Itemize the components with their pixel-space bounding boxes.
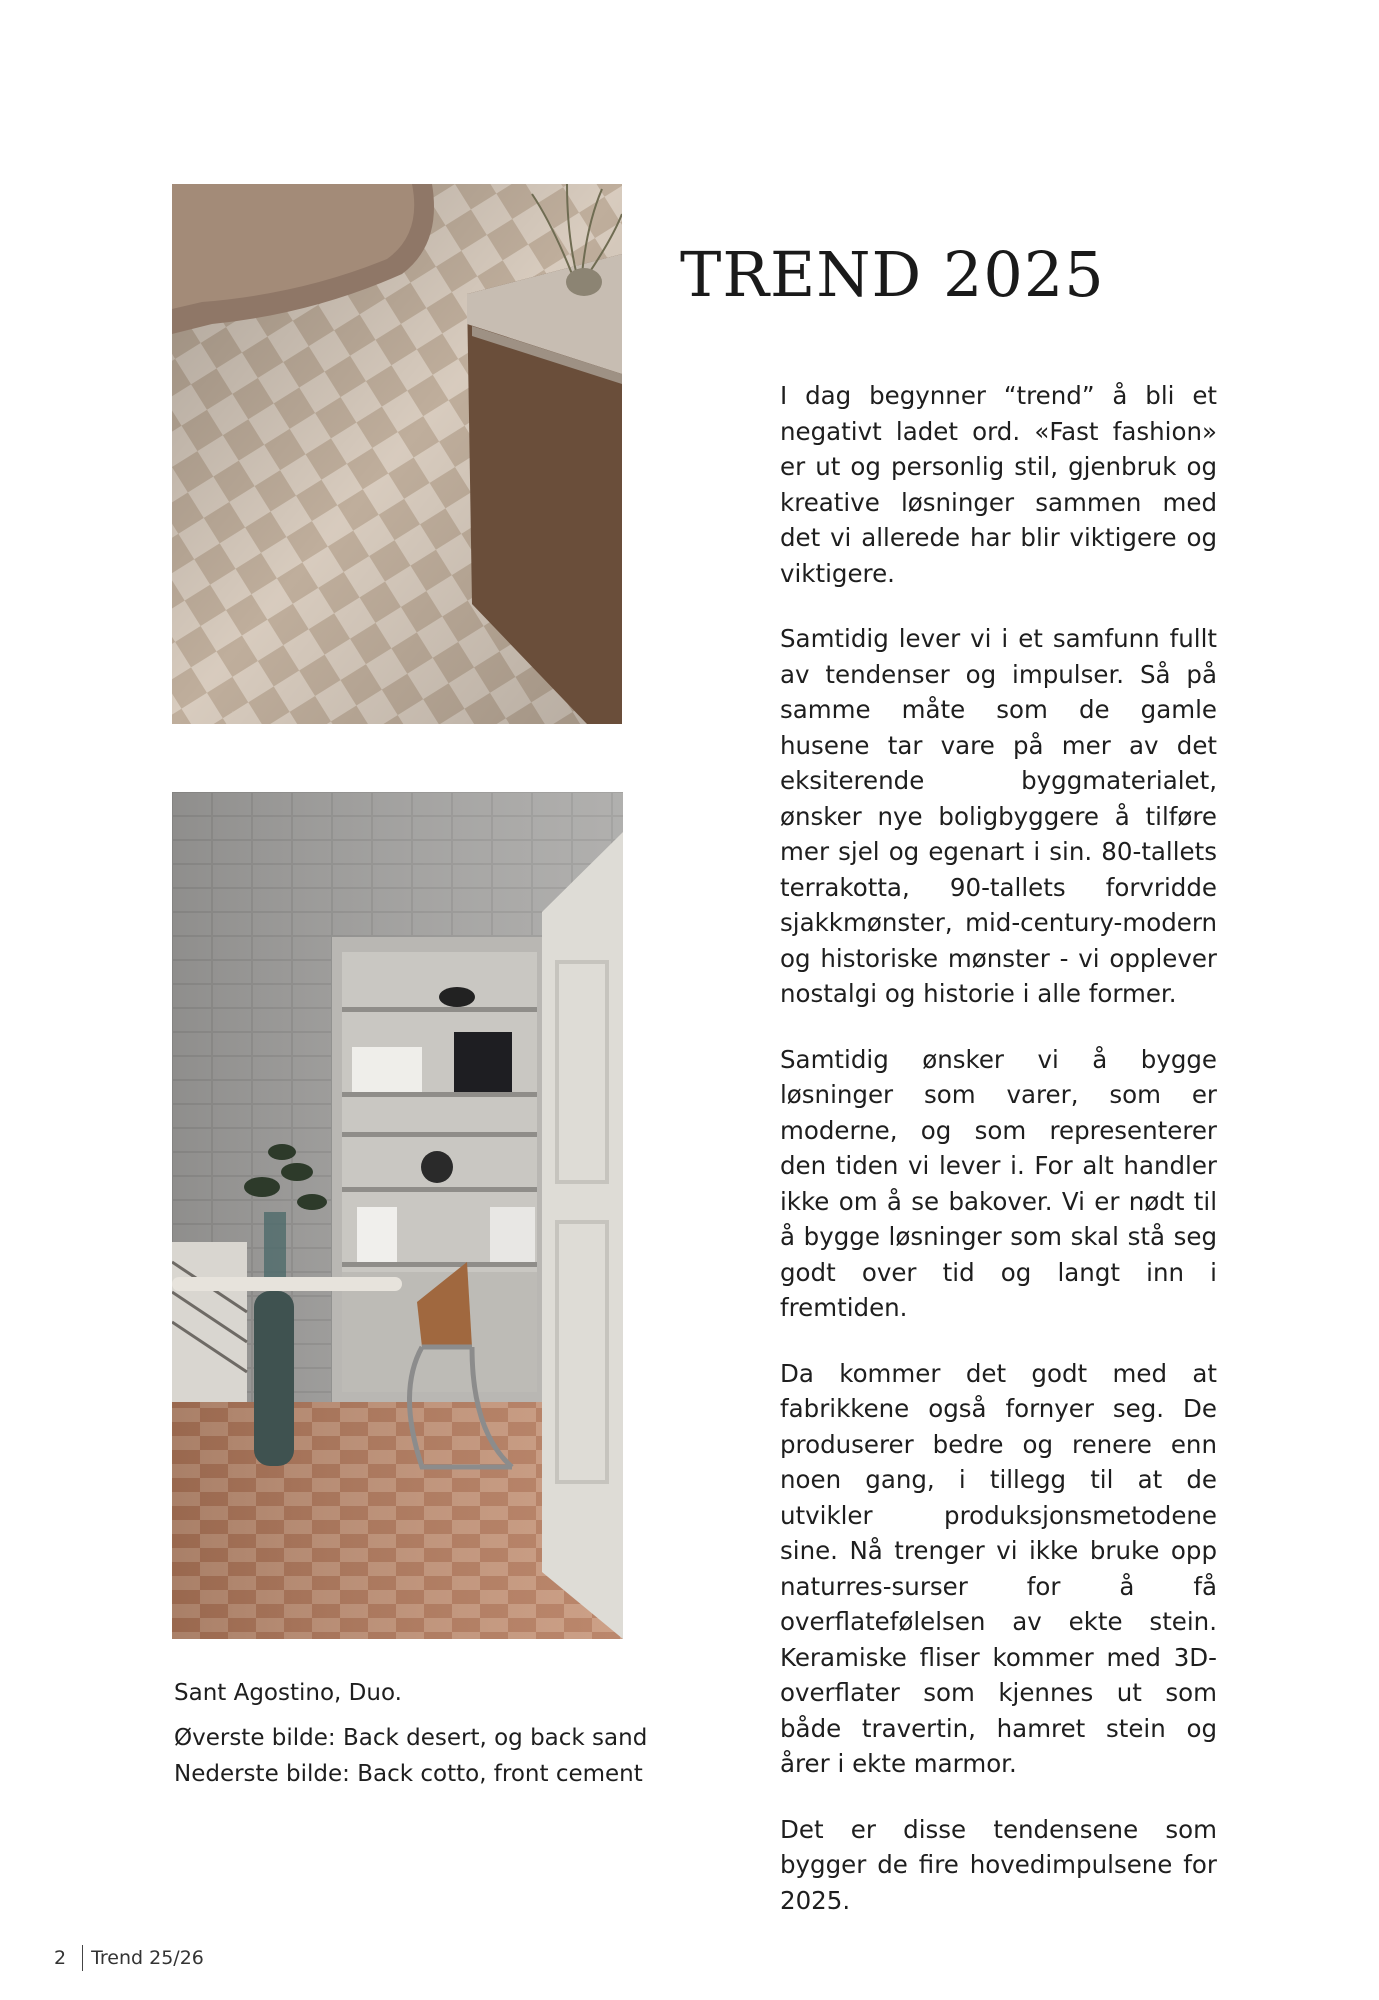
photo-interior-shelf bbox=[172, 792, 623, 1639]
caption-line-top-image: Øverste bilde: Back desert, og back sand bbox=[174, 1725, 648, 1751]
paragraph-3: Samtidig ønsker vi å bygge løsninger som varer, som er moderne, og som representerer den tiden vi lever i. For alt handler ikke om å se bakover. Vi er nødt til å bygge løsninger som skal stå seg godt over tid og langt inn i fremtiden. bbox=[780, 1044, 1217, 1322]
photo-caption bbox=[174, 1676, 648, 1792]
page-title: TREND 2025 bbox=[680, 238, 1105, 311]
page-number: 2 bbox=[54, 1947, 67, 1969]
paragraph-2: Samtidig lever vi i et samfunn fullt av tendenser og impulser. Så på samme måte som de gamle husene tar vare på mer av det eksiterende byggmaterialet, ønsker nye boligbyggere å tilføre mer sjel og egenart i sin. 80-tallets terrakotta, 90-tallets forvridde sjakkmønster, mid-century-modern og historiske mønster - vi opplever nostalgi og historie i alle former. bbox=[780, 624, 1217, 1008]
photo-checkered-floor bbox=[172, 184, 622, 724]
paragraph-1: I dag begynner “trend” å bli et negativt ladet ord. «Fast fashion» er ut og personlig stil, gjenbruk og kreative løsninger sammen med det vi allerede har blir viktigere og viktigere. bbox=[780, 381, 1217, 588]
caption-title: Sant Agostino, Duo. bbox=[174, 1680, 402, 1706]
publication-name: Trend 25/26 bbox=[91, 1947, 204, 1969]
page-footer bbox=[54, 1944, 204, 1972]
caption-line-bottom-image: Nederste bilde: Back cotto, front cement bbox=[174, 1761, 643, 1787]
paragraph-4: Da kommer det godt med at fabrikkene også fornyer seg. De produserer bedre og renere enn noen gang, i tillegg til at de utvikler produksjonsmetodene sine. Nå trenger vi ikke bruke opp naturres-surser for å få overflatefølelsen av ekte stein. Keramiske fliser kommer med 3D-overflater som kjennes ut som både travertin, hamret stein og årer i ekte marmor. bbox=[780, 1358, 1217, 1778]
footer-divider bbox=[82, 1945, 83, 1971]
paragraph-5: Det er disse tendensene som bygger de fire hovedimpulsene for 2025. bbox=[780, 1814, 1217, 1915]
article-body bbox=[780, 378, 1217, 1948]
